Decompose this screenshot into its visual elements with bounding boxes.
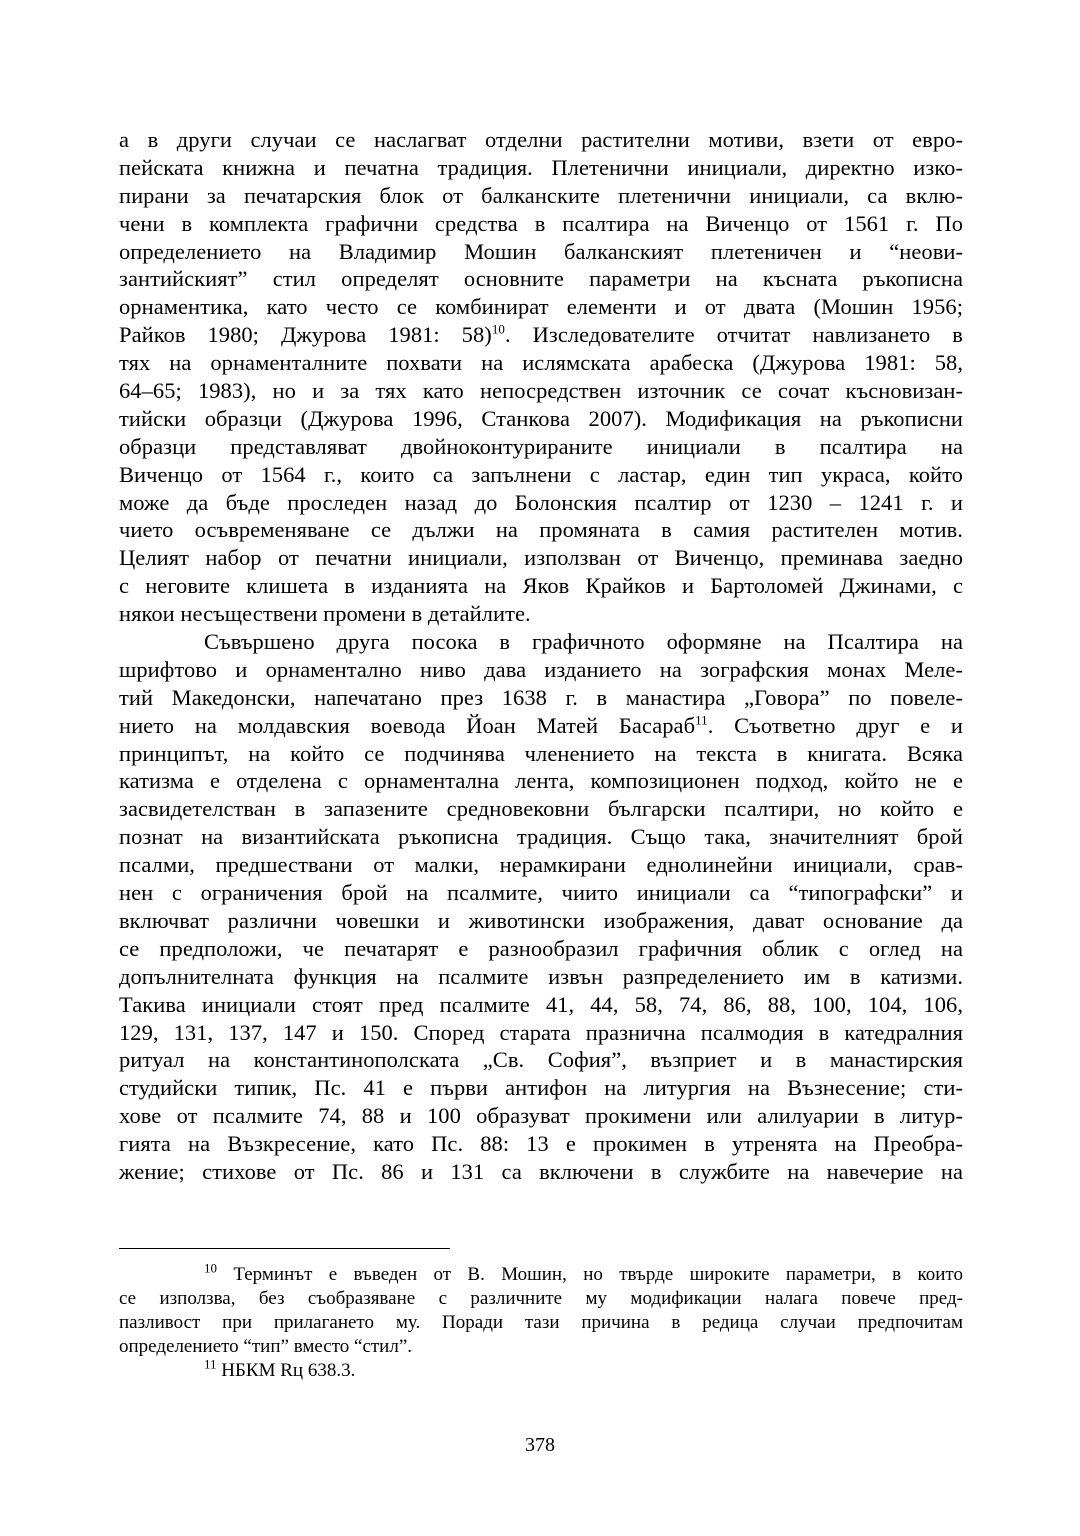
paragraph-1 — [119, 126, 963, 628]
text-line: нен с ограничения брой на псалмите, чиито инициали са “типографски” и — [119, 880, 963, 906]
text-line: студийски типик, Пс. 41 е първи антифон на литургия на Възнесение; сти- — [119, 1075, 963, 1101]
text-line: чието осъвременяване се дължи на промяната в самия растителен мотив. — [119, 517, 963, 543]
footnote-text: Терминът е въведен от В. Мошин, но твърде широките параметри, в които — [233, 1264, 963, 1285]
text-line: 64–65; 1983), но и за тях като непосредствен източник се сочат късновизан- — [119, 378, 963, 404]
text-line: определението на Владимир Мошин балканският плетеничен и “неови- — [119, 238, 963, 264]
footnote-10 — [119, 1260, 963, 1359]
text-segment: . Изследователите отчитат навлизането в — [504, 322, 963, 348]
footnotes — [119, 1260, 963, 1383]
text-line: може да бъде проследен назад до Болонския псалтир от 1230 – 1241 г. и — [119, 489, 963, 515]
text-line — [119, 712, 963, 740]
text-line: Съвършено друга посока в графичното оформяне на Псалтира на — [204, 629, 963, 655]
footnote-11 — [119, 1356, 963, 1383]
text-line: образци представляват двойноконтурираните инициали в псалтира на — [119, 433, 963, 459]
text-line: гията на Възкресение, като Пс. 88: 13 е прокимен в утренята на Преобра- — [119, 1131, 963, 1157]
text-line: хове от псалмите 74, 88 и 100 образуват прокимени или алилуарии в литур- — [119, 1103, 963, 1129]
text-line: катизма е отделена с орнаментална лента, композиционен подход, който не е — [119, 768, 963, 794]
footnote-ref-11[interactable]: 11 — [695, 712, 708, 728]
footnote-line — [119, 1356, 963, 1383]
text-segment: нието на молдавския воевода Йоан Матей Басараб — [119, 712, 696, 738]
text-segment: Райков 1980; Джурова 1981: 58) — [119, 322, 492, 348]
text-line: тийски образци (Джурова 1996, Станкова 2007). Модификация на ръкописни — [119, 405, 963, 431]
paragraph-2 — [119, 628, 963, 1186]
footnote-ref-10[interactable]: 10 — [491, 321, 505, 337]
text-line — [119, 321, 963, 349]
text-line: орнаментика, като често се комбинират елементи и от двата (Мошин 1956; — [119, 294, 963, 320]
footnote-line: определението “тип” вместо “стил”. — [119, 1336, 413, 1357]
page-number: 378 — [525, 1434, 555, 1456]
text-line: принципът, на който се подчинява членението на текста в книгата. Всяка — [119, 740, 963, 766]
footnote-marker-10: 10 — [204, 1260, 217, 1276]
text-line: Виченцо от 1564 г., които са запълнени с ластар, един тип украса, който — [119, 461, 963, 487]
text-line: с неговите клишета в изданията на Яков Крайков и Бартоломей Джинами, с — [119, 573, 963, 599]
text-line: допълнителната функция на псалмите извън разпределението им в катизми. — [119, 963, 963, 989]
text-line: а в други случаи се наслагват отделни растителни мотиви, взети от евро- — [119, 127, 963, 152]
footnote-marker-11: 11 — [204, 1356, 217, 1372]
text-line: пирани за печатарския блок от балканските плетенични инициали, са вклю- — [119, 182, 963, 208]
text-line: жение; стихове от Пс. 86 и 131 са включени в службите на навечерие на — [119, 1158, 963, 1184]
footnote-separator — [119, 1248, 450, 1249]
text-line: зантийският” стил определят основните параметри на късната ръкописна — [119, 266, 963, 292]
text-line: се предположи, че печатарят е разнообразил графичния облик с оглед на — [119, 935, 963, 961]
footnote-line: пазливост при прилагането му. Поради тази причина в редица случаи предпочитам — [119, 1312, 963, 1333]
text-line: включват различни човешки и животински изображения, дават основание да — [119, 907, 963, 933]
text-line: Целият набор от печатни инициали, използван от Виченцо, преминава заедно — [119, 545, 963, 571]
text-line: чени в комплекта графични средства в псалтира на Виченцо от 1561 г. По — [119, 210, 963, 236]
text-line: познат на византийската ръкописна традиция. Също така, значителният брой — [119, 824, 963, 850]
footnote-line — [119, 1260, 963, 1287]
text-segment: . Съответно друг е и — [707, 712, 964, 738]
text-line: шрифтово и орнаментално ниво дава изданието на зографския монах Меле- — [119, 656, 963, 682]
text-line: пейската книжна и печатна традиция. Плетенични инициали, директно изко- — [119, 154, 963, 180]
text-line: тях на орнаменталните похвати на ислямската арабеска (Джурова 1981: 58, — [119, 350, 963, 376]
text-line: тий Македонски, напечатано през 1638 г. в манастира „Говора” по повеле- — [119, 684, 963, 710]
footnote-line: се използва, без съобразяване с различните му модификации налага повече пред- — [119, 1288, 963, 1309]
text-line: псалми, предшествани от малки, нерамкирани еднолинейни инициали, срав- — [119, 852, 963, 878]
text-line: Такива инициали стоят пред псалмите 41, 44, 58, 74, 86, 88, 100, 104, 106, — [119, 991, 963, 1017]
text-line: 129, 131, 137, 147 и 150. Според старата празнична псалмодия в катедралния — [119, 1019, 963, 1045]
main-text — [119, 126, 963, 1186]
text-line: засвидетелстван в запазените средновековни български псалтири, но който е — [119, 796, 963, 822]
text-line: ритуал на константинополската „Св. София”, възприет и в манастирския — [119, 1047, 963, 1073]
text-line: някои несъществени промени в детайлите. — [119, 601, 531, 627]
footnote-text: НБКМ Rц 638.3. — [221, 1360, 356, 1381]
